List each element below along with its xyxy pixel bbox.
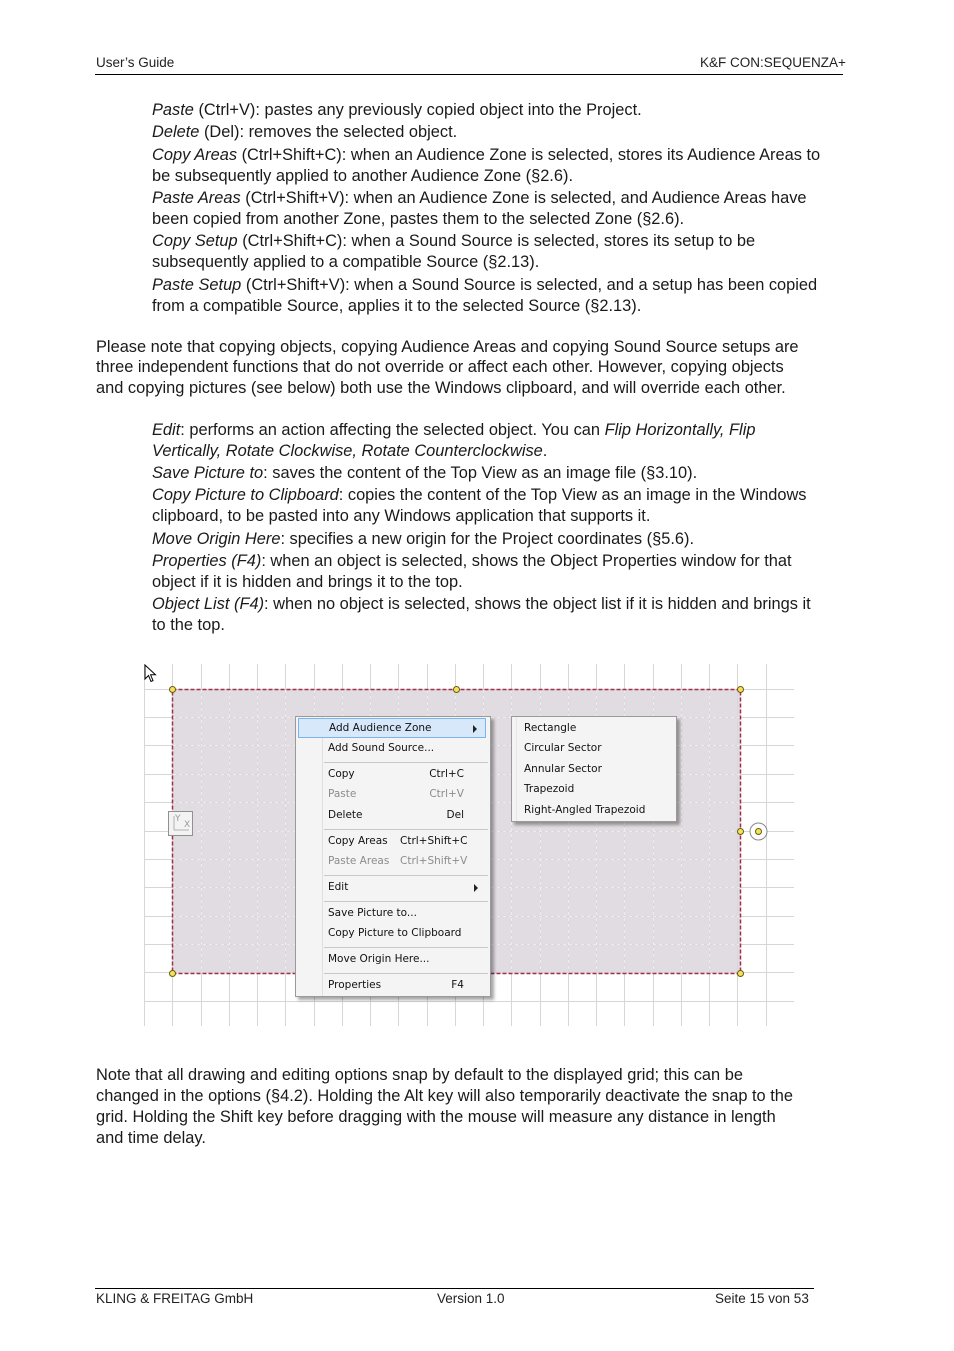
menu-item-properties[interactable]: Properties F4 (328, 979, 464, 991)
menu-item-copy-areas[interactable]: Copy Areas Ctrl+Shift+C (328, 835, 468, 847)
list-item-copy-areas-cont: be subsequently applied to another Audience Zone (§2.6). (152, 167, 573, 185)
menu-separator (324, 973, 488, 974)
footer-page-number: Seite 15 von 53 (715, 1291, 809, 1306)
list-item-paste: Paste (Ctrl+V): pastes any previously copied object into the Project. (152, 101, 642, 119)
note-paragraph-line: Please note that copying objects, copying Audience Areas and copying Sound Source setups are (96, 338, 799, 356)
origin-marker (169, 812, 193, 836)
menu-item-save-picture[interactable]: Save Picture to... (328, 907, 417, 919)
list-item-paste-setup: Paste Setup (Ctrl+Shift+V): when a Sound Source is selected, and a setup has been copied (152, 276, 818, 294)
list-item-save-picture: Save Picture to: saves the content of the Top View as an image file (§3.10). (152, 464, 698, 482)
context-menu (295, 716, 491, 997)
footer-version: Version 1.0 (437, 1291, 505, 1306)
footer-company: KLING & FREITAG GmbH (96, 1291, 254, 1306)
menu-item-copy[interactable]: Copy Ctrl+C (328, 768, 464, 780)
origin-y-label: Y (175, 814, 181, 824)
submenu-item-trapezoid[interactable]: Trapezoid (524, 783, 575, 795)
list-item-object-list: Object List (F4): when no object is selected, shows the object list if it is hidden and brings it (152, 595, 811, 613)
footer-rule (95, 1288, 814, 1289)
list-item-copy-picture-cont: clipboard, to be pasted into any Windows application that supports it. (152, 507, 651, 525)
snap-note-line: and time delay. (96, 1129, 206, 1147)
submenu-arrow-icon (473, 725, 477, 733)
list-item-properties-cont: object if it is hidden and brings it to the top. (152, 573, 463, 591)
menu-item-add-audience-zone[interactable]: Add Audience Zone (298, 718, 486, 738)
list-item-paste-setup-cont: from a compatible Source, applies it to the selected Source (§2.13). (152, 297, 642, 315)
submenu-item-circular-sector[interactable]: Circular Sector (524, 742, 602, 754)
list-item-copy-picture: Copy Picture to Clipboard: copies the content of the Top View as an image in the Windows (152, 486, 807, 504)
snap-note-line: changed in the options (§4.2). Holding the Alt key will also temporarily deactivate the snap to the (96, 1087, 794, 1105)
header-left: User’s Guide (96, 55, 175, 70)
header-right: K&F CON:SEQUENZA+ (700, 55, 846, 70)
menu-item-delete[interactable]: Delete Del (328, 809, 464, 821)
rotation-handle[interactable] (750, 823, 767, 840)
list-item-edit-cont: Vertically, Rotate Clockwise, Rotate Counterclockwise. (152, 442, 548, 460)
menu-item-edit[interactable]: Edit (298, 878, 486, 898)
submenu-item-rectangle[interactable]: Rectangle (524, 722, 577, 734)
list-item-copy-areas: Copy Areas (Ctrl+Shift+C): when an Audience Zone is selected, stores its Audience Areas to (152, 146, 821, 164)
audience-zone-submenu (511, 716, 677, 822)
menu-separator (324, 901, 488, 902)
menu-item-copy-picture[interactable]: Copy Picture to Clipboard (328, 927, 462, 939)
menu-separator (324, 947, 488, 948)
note-paragraph-line: three independent functions that do not override or affect each other. However, copying objects (96, 358, 784, 376)
submenu-arrow-icon (474, 884, 478, 892)
menu-item-paste-areas[interactable]: Paste Areas Ctrl+Shift+V (328, 855, 468, 867)
list-item-delete: Delete (Del): removes the selected object. (152, 123, 458, 141)
menu-separator (324, 829, 488, 830)
menu-item-move-origin[interactable]: Move Origin Here... (328, 953, 430, 965)
list-item-copy-setup: Copy Setup (Ctrl+Shift+C): when a Sound Source is selected, stores its setup to be (152, 232, 756, 250)
list-item-paste-areas: Paste Areas (Ctrl+Shift+V): when an Audience Zone is selected, and Audience Areas have (152, 189, 807, 207)
submenu-item-right-angled-trapezoid[interactable]: Right-Angled Trapezoid (524, 804, 646, 816)
snap-note-line: grid. Holding the Shift key before dragging with the mouse will measure any distance in length (96, 1108, 776, 1126)
origin-x-label: X (184, 820, 191, 830)
menu-item-add-sound-source[interactable]: Add Sound Source... (328, 742, 435, 754)
top-view-screenshot (144, 664, 794, 1026)
menu-separator (324, 875, 488, 876)
list-item-paste-areas-cont: been copied from another Zone, pastes them to the selected Zone (§2.6). (152, 210, 685, 228)
list-item-properties: Properties (F4): when an object is selected, shows the Object Properties window for that (152, 552, 792, 570)
list-item-move-origin: Move Origin Here: specifies a new origin for the Project coordinates (§5.6). (152, 530, 695, 548)
header-rule (95, 74, 843, 75)
snap-note-line: Note that all drawing and editing options snap by default to the displayed grid; this can be (96, 1066, 743, 1084)
mouse-cursor-icon (144, 664, 158, 684)
submenu-item-annular-sector[interactable]: Annular Sector (524, 763, 602, 775)
menu-item-paste[interactable]: Paste Ctrl+V (328, 788, 464, 800)
list-item-edit: Edit: performs an action affecting the selected object. You can Flip Horizontally, Flip (152, 421, 756, 439)
list-item-copy-setup-cont: subsequently applied to a compatible Source (§2.13). (152, 253, 540, 271)
note-paragraph-line: and copying pictures (see below) both use the Windows clipboard, and will override each other. (96, 379, 786, 397)
list-item-object-list-cont: to the top. (152, 616, 225, 634)
menu-separator (324, 762, 488, 763)
